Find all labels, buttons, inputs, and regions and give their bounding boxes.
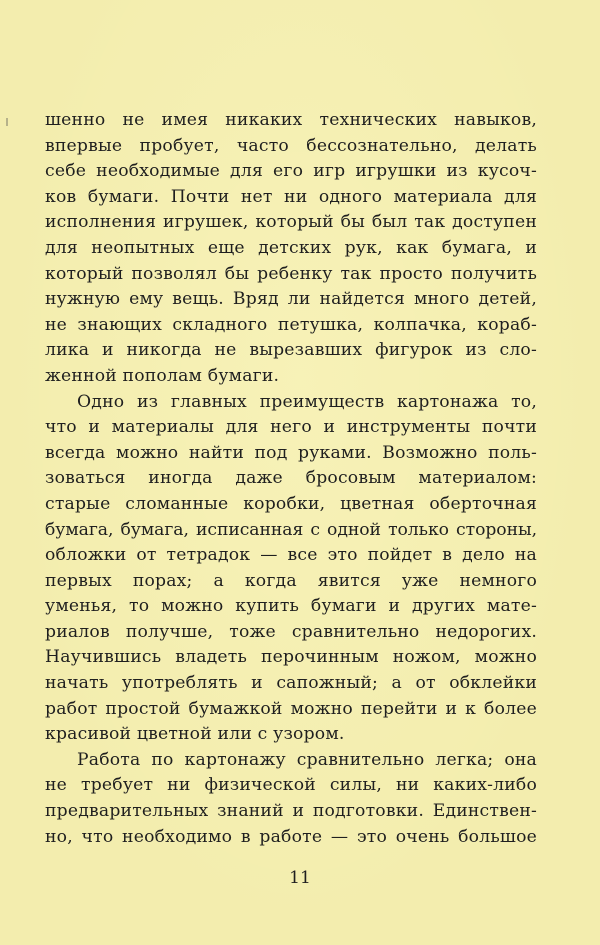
text-line: шенно не имея никаких технических навыков, [45,110,537,130]
text-line: старые сломанные коробки, цветная оберточная [45,493,537,514]
paragraph [45,108,537,390]
text-line: что и материалы для него и инструменты почти [45,417,537,438]
page-number: 11 [289,868,311,888]
text-line: который позволял бы ребенку так просто получить [45,263,537,284]
text-line: зоваться иногда даже бросовым материалом: [45,468,537,489]
text-line: себе необходимые для его игр игрушки из кусоч- [45,161,537,182]
text-line: Работа по картонажу сравнительно легка; она [77,749,537,770]
text-line: Одно из главных преимуществ картонажа то, [77,391,537,412]
text-line: начать употреблять и сапожный; а от обклейки [45,673,537,694]
text-line: для неопытных еще детских рук, как бумага, и [45,237,537,258]
margin-mark [6,118,8,126]
text-line: риалов получше, тоже сравнительно недорогих. [45,621,537,642]
text-line: впервые пробует, часто бессознательно, делать [45,135,537,156]
text-line: ков бумаги. Почти нет ни одного материала для [45,186,537,207]
text-line: исполнения игрушек, который бы был так доступен [45,212,537,233]
text-line: уменья, то можно купить бумаги и других мате- [45,596,537,617]
text-line: Научившись владеть перочинным ножом, можно [45,647,537,668]
text-line: но, что необходимо в работе — это очень большое [45,826,537,847]
text-line: предварительных знаний и подготовки. Единствен- [45,801,537,822]
text-line: не требует ни физической силы, ни каких-либо [45,775,537,796]
text-line: обложки от тетрадок — все это пойдет в дело на [45,545,537,566]
text-line: не знающих складного петушка, колпачка, кораб- [45,314,537,335]
text-line: первых порах; а когда явится уже немного [45,570,537,591]
text-line: нужную ему вещь. Вряд ли найдется много детей, [45,289,537,310]
text-line: работ простой бумажкой можно перейти и к более [45,698,537,719]
body-text [45,108,537,850]
paragraph [45,748,537,850]
text-line: всегда можно найти под руками. Возможно поль- [45,442,537,463]
text-line: бумага, бумага, исписанная с одной только стороны, [45,519,537,540]
text-line: красивой цветной или с узором. [45,724,345,745]
text-line: женной пополам бумаги. [45,365,280,386]
text-line: лика и никогда не вырезавших фигурок из сло- [45,340,537,361]
paragraph [45,390,537,748]
